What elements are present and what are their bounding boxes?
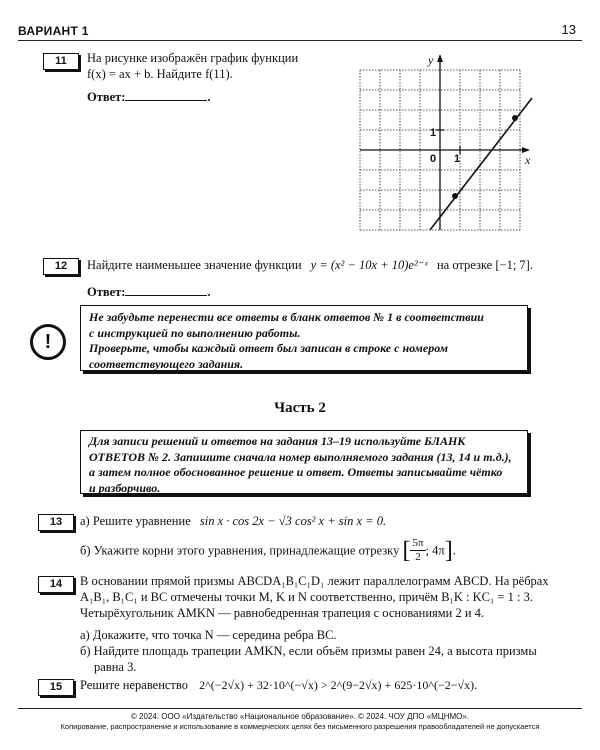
task-11-answer — [87, 88, 211, 105]
task-13-b-label: б) Укажите корни этого уравнения, принадлежащие отрезку — [80, 543, 400, 558]
task-number-11: 11 — [43, 53, 79, 70]
task-12-prefix: Найдите наименьшее значение функции — [87, 258, 302, 272]
copyright-notice: Копирование, распространение и использование в коммерческих целях без письменного разрешения правообладателей не допускается — [60, 722, 540, 731]
variant-label: ВАРИАНТ 1 — [18, 24, 89, 38]
task-14-line-3: Четырёхугольник AMKN — равнобедренная трапеция с основаниями 2 и 4. — [80, 606, 485, 620]
origin-label: 0 — [430, 153, 437, 165]
notice-line-2: с инструкцией по выполнению работы. — [89, 325, 301, 340]
instructions-box — [80, 430, 528, 494]
task-15-formula: 2^(−2√x) + 32·10^(−√x) > 2^(9−2√x) + 625·10^(−2−√x) — [199, 678, 475, 692]
left-bracket: [ — [402, 537, 411, 564]
task-11-line-1: На рисунке изображён график функции — [87, 51, 299, 65]
fraction-numerator: 5π — [412, 537, 424, 549]
exclamation-icon: ! — [30, 324, 66, 360]
task-13-part-a — [80, 513, 386, 529]
function-graph — [350, 50, 540, 240]
y-tick-label: 1 — [430, 127, 437, 139]
task-12-suffix: на отрезке [−1; 7]. — [436, 258, 533, 272]
notice-box — [80, 305, 528, 371]
task-11-line-2: f(x) = ax + b. Найдите f(11). — [87, 67, 233, 81]
footer-divider — [18, 708, 582, 709]
answer-line[interactable] — [125, 283, 207, 296]
task-14-text — [80, 573, 550, 675]
header-divider — [18, 40, 582, 41]
task-12-formula: y = (x² − 10x + 10)e²⁻ˣ — [310, 258, 428, 272]
task-14-line-1: В основании прямой призмы ABCDA₁B₁C₁D₁ лежит параллелограмм ABCD. На рёбрах — [80, 574, 549, 588]
graph-point-2 — [512, 115, 518, 121]
task-13-part-b — [80, 537, 456, 564]
task-14-line-2: A₁B₁, B₁C₁ и BC отмечены точки M, K и N соответственно, причём B₁K : KC₁ = 1 : 3. — [80, 590, 534, 604]
task-number-15: 15 — [38, 679, 74, 696]
graph-point-1 — [452, 193, 458, 199]
task-number-14: 14 — [38, 576, 74, 593]
task-number-12: 12 — [43, 258, 79, 275]
interval-end: ; 4π — [425, 543, 445, 558]
task-13-b-period: . — [452, 543, 456, 558]
task-15-label: Решите неравенство — [80, 678, 188, 692]
task-13-a-label: а) Решите уравнение — [80, 514, 191, 528]
task-12-answer — [87, 283, 211, 300]
answer-line[interactable] — [125, 88, 207, 101]
instructions-line-2: ОТВЕТОВ № 2. Запишите сначала номер выполняемого задания (13, 14 и т.д.), — [89, 449, 512, 464]
task-number-13: 13 — [38, 514, 74, 531]
answer-label: Ответ: — [87, 90, 126, 104]
fraction-5pi-over-2 — [410, 537, 425, 564]
part-title: Часть 2 — [274, 400, 326, 416]
answer-period: . — [207, 90, 211, 104]
task-15-text — [80, 677, 477, 693]
task-12-text — [87, 257, 533, 273]
instructions-line-4: и разборчиво. — [89, 480, 161, 495]
copyright-line: © 2024. ООО «Издательство «Национальное образование». © 2024. ЧОУ ДПО «МЦНМО». — [130, 712, 470, 721]
task-15-period: . — [474, 678, 478, 692]
y-axis-arrow — [437, 54, 443, 62]
instructions-line-3: а затем полное обоснованное решение и ответ. Ответы записывайте чётко — [89, 465, 503, 479]
task-14-part-a: а) Докажите, что точка N — середина ребра BC. — [80, 628, 337, 642]
notice-line-3: Проверьте, чтобы каждый ответ был записан в строке с номером — [89, 341, 448, 355]
task-11-text — [87, 50, 367, 82]
task-13-a-formula: sin x · cos 2x − √3 cos² x + sin x = 0. — [199, 514, 387, 528]
answer-period: . — [207, 285, 211, 299]
answer-label: Ответ: — [87, 285, 126, 299]
notice-line-1: Не забудьте перенести все ответы в бланк ответов № 1 в соответствии — [89, 310, 484, 324]
right-bracket: ] — [444, 537, 453, 564]
task-14-part-b-line-1: б) Найдите площадь трапеции AMKN, если объём призмы равен 24, а высота призмы — [80, 644, 537, 658]
y-axis-label: y — [428, 53, 434, 67]
instructions-line-1: Для записи решений и ответов на задания 13–19 используйте БЛАНК — [89, 434, 466, 448]
x-tick-label: 1 — [454, 153, 461, 165]
fraction-denominator: 2 — [415, 551, 421, 563]
notice-line-4: соответствующего задания. — [89, 356, 244, 371]
x-axis-label: x — [525, 153, 531, 167]
task-14-part-b-line-2: равна 3. — [94, 660, 137, 674]
page-number: 13 — [561, 22, 576, 37]
